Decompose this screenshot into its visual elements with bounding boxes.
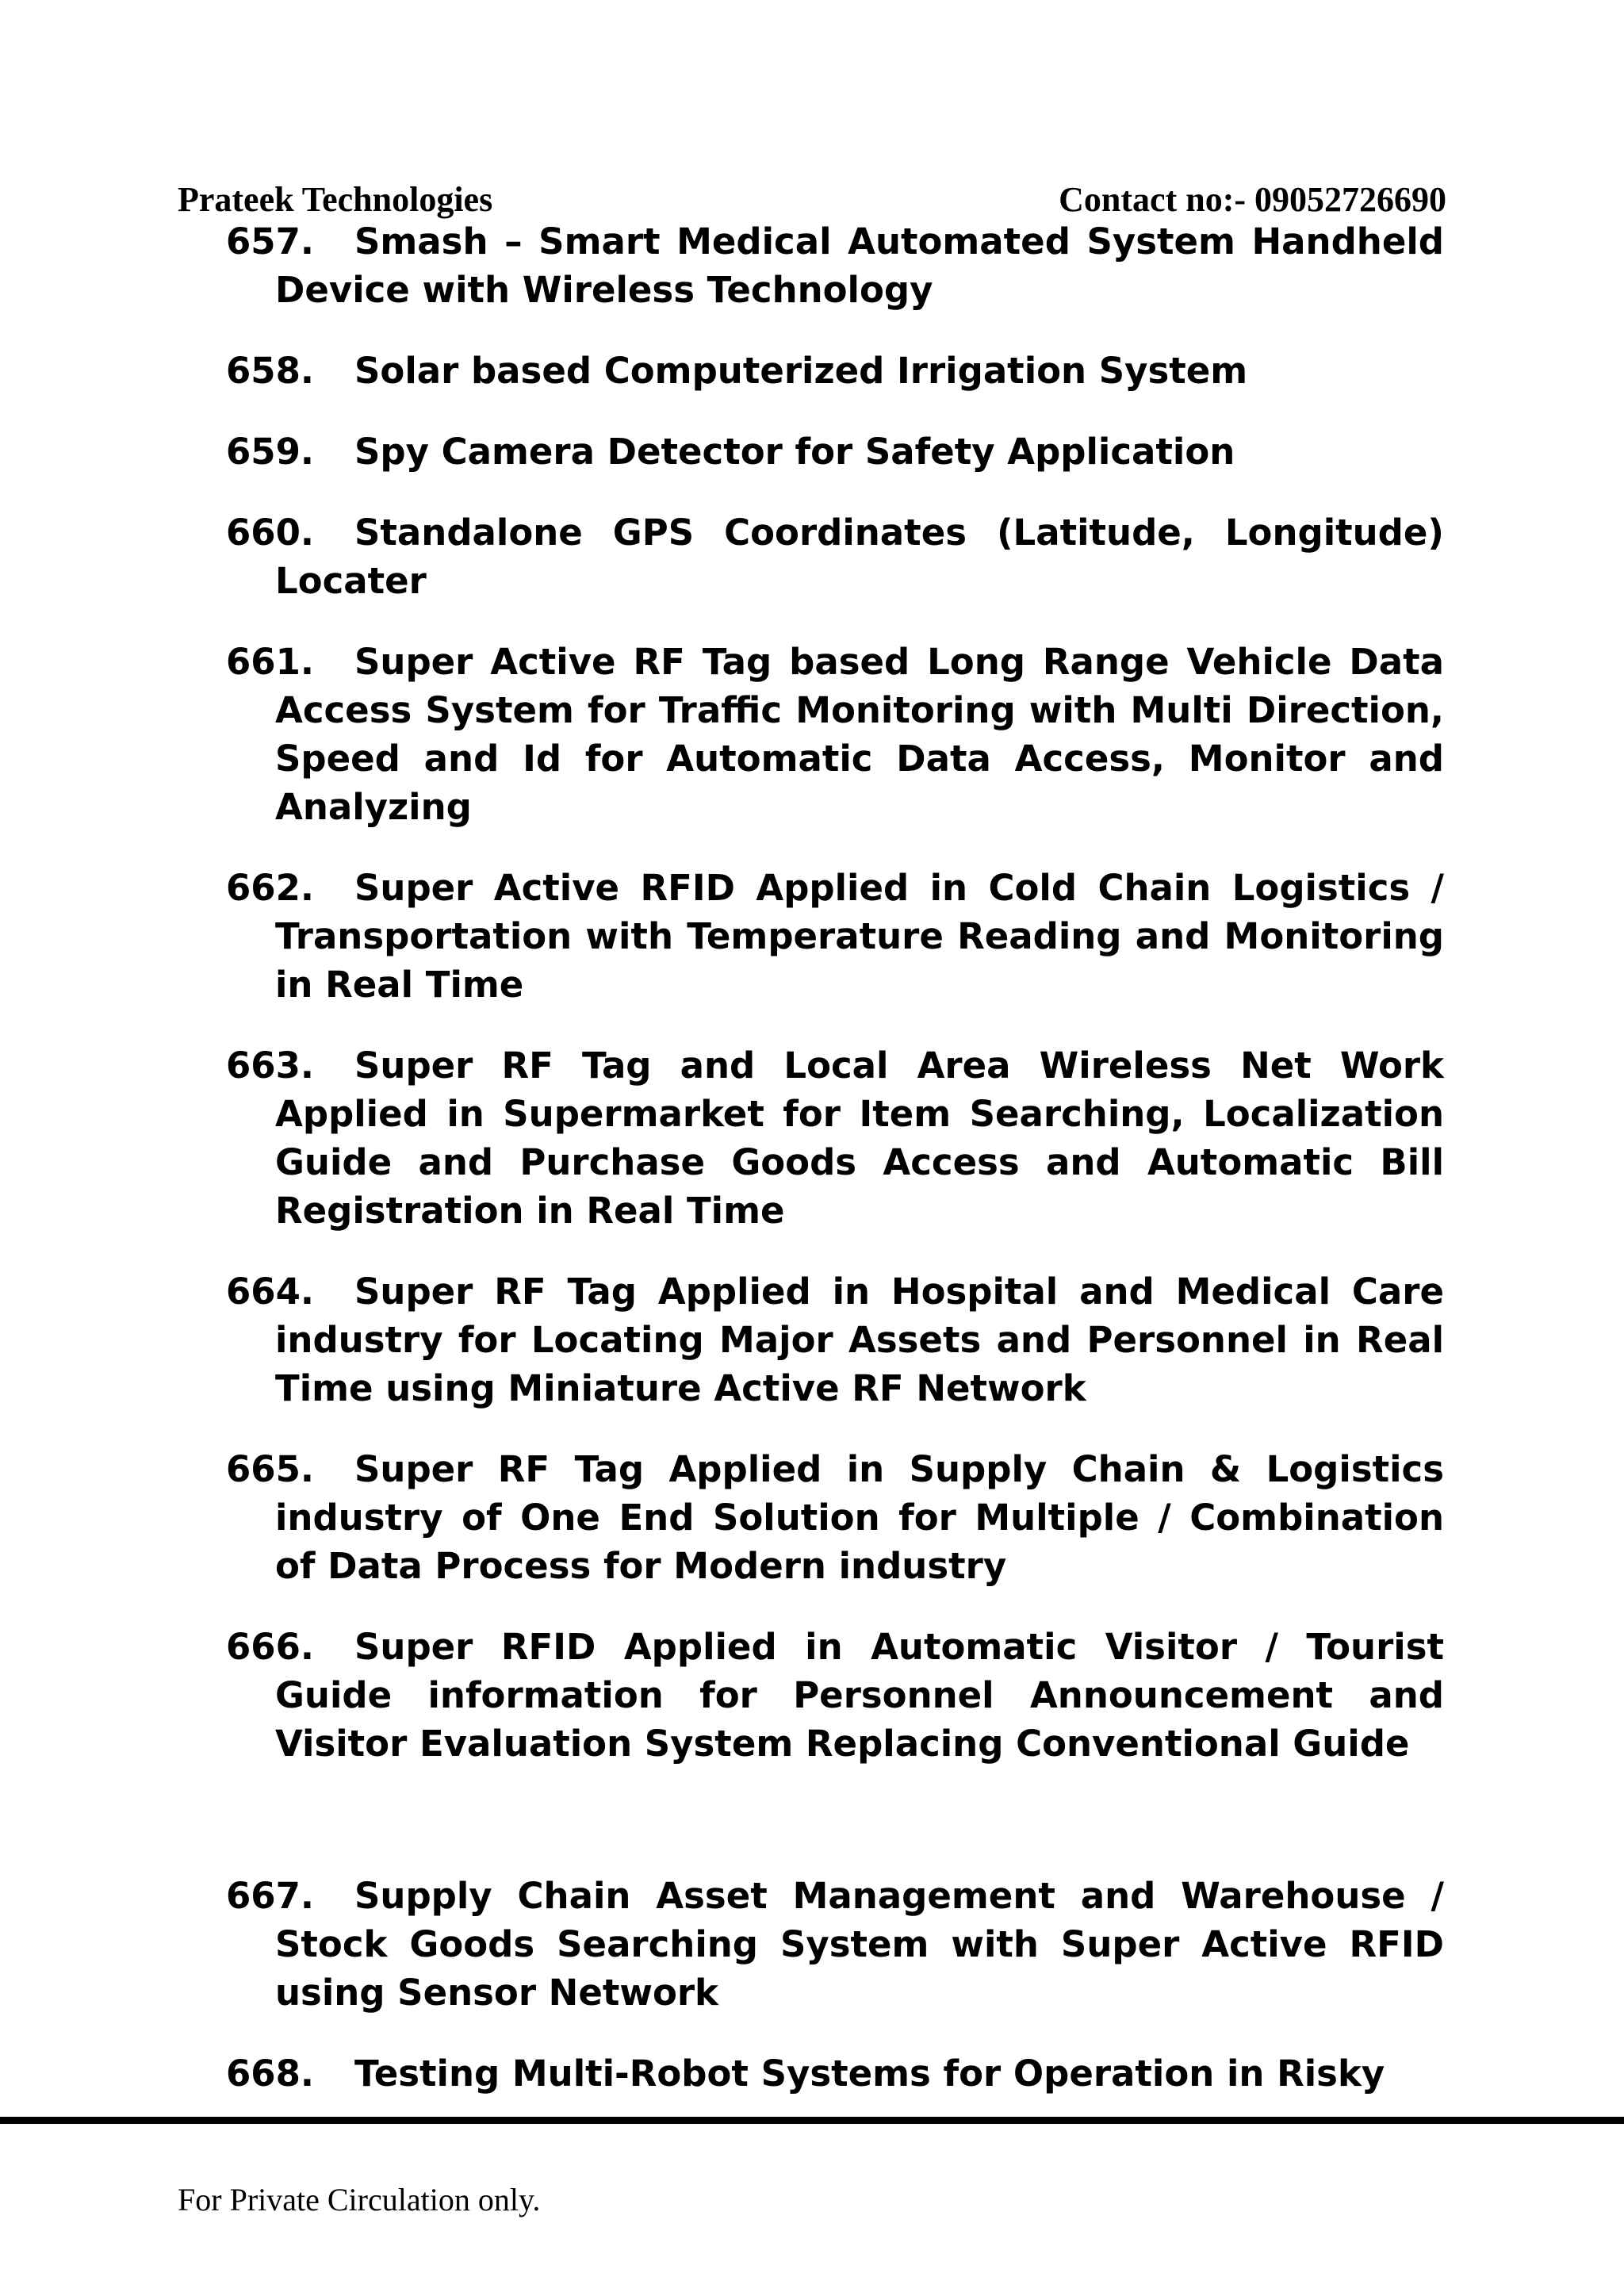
item-title: Standalone GPS Coordinates (Latitude, Longitude) Locater [275, 512, 1444, 602]
page-footer: For Private Circulation only. [178, 2182, 541, 2217]
list-item [226, 864, 1444, 1009]
item-number: 658. [226, 350, 315, 392]
list-item [226, 638, 1444, 831]
item-title: Super Active RF Tag based Long Range Vehicle Data Access System for Traffic Monitoring with Multi Direction, Speed and Id for Automatic Data Access, Monitor and Analyzing [275, 641, 1444, 828]
list-item [226, 347, 1444, 395]
item-number: 662. [226, 867, 315, 909]
footer-divider [0, 2117, 1624, 2124]
list-item [226, 427, 1444, 476]
item-title: Super Active RFID Applied in Cold Chain Logistics / Transportation with Temperature Reading and Monitoring in Real Time [275, 867, 1444, 1006]
item-number: 666. [226, 1626, 315, 1668]
item-title: Testing Multi-Robot Systems for Operation in Risky [354, 2053, 1385, 2095]
item-number: 668. [226, 2053, 315, 2095]
item-title: Super RFID Applied in Automatic Visitor / Tourist Guide information for Personnel Announcement and Visitor Evaluation System Replacing Conventional Guide [275, 1626, 1444, 1765]
list-item [226, 508, 1444, 605]
item-title: Spy Camera Detector for Safety Application [354, 431, 1235, 473]
item-title: Solar based Computerized Irrigation System [354, 350, 1248, 392]
item-number: 667. [226, 1875, 315, 1917]
list-item [226, 217, 1444, 314]
contact-number: Contact no:- 09052726690 [1059, 180, 1446, 219]
item-title: Smash – Smart Medical Automated System Handheld Device with Wireless Technology [275, 220, 1444, 311]
item-title: Super RF Tag Applied in Supply Chain & Logistics industry of One End Solution for Multiple / Combination of Data Process for Modern industry [275, 1448, 1444, 1587]
item-number: 663. [226, 1045, 315, 1087]
item-number: 657. [226, 220, 315, 263]
list-item [226, 1872, 1444, 2017]
list-item [226, 1445, 1444, 1590]
project-list [226, 217, 1444, 2130]
list-item [226, 1267, 1444, 1412]
company-name: Prateek Technologies [178, 180, 493, 219]
item-number: 659. [226, 431, 315, 473]
item-number: 661. [226, 641, 315, 683]
list-item [226, 1623, 1444, 1768]
item-number: 665. [226, 1448, 315, 1490]
item-title: Supply Chain Asset Management and Warehouse / Stock Goods Searching System with Super Active RFID using Sensor Network [275, 1875, 1444, 2014]
list-item [226, 1041, 1444, 1235]
item-number: 660. [226, 512, 315, 554]
item-number: 664. [226, 1271, 315, 1313]
item-title: Super RF Tag and Local Area Wireless Net Work Applied in Supermarket for Item Searching, Localization Guide and Purchase Goods Access and Automatic Bill Registration in Real Time [275, 1045, 1444, 1232]
list-item [226, 2049, 1444, 2098]
item-title: Super RF Tag Applied in Hospital and Medical Care industry for Locating Major Assets and Personnel in Real Time using Miniature Active RF Network [275, 1271, 1444, 1409]
